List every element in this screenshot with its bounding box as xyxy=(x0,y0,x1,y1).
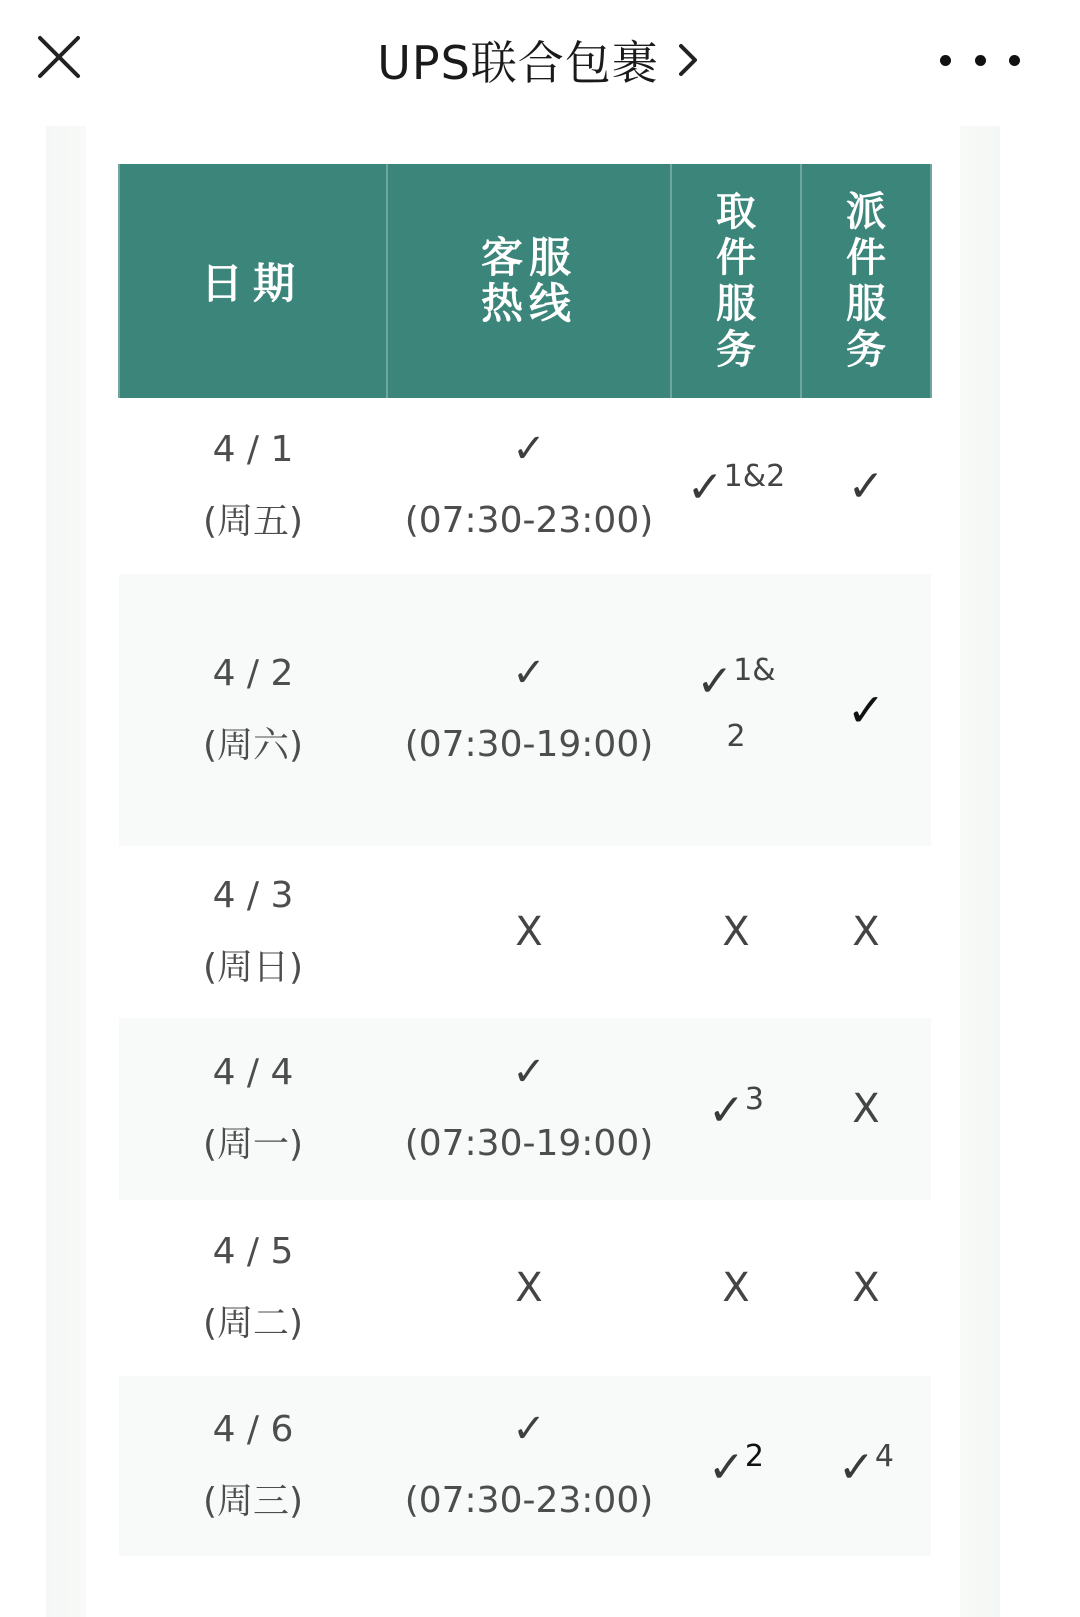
more-options-button[interactable] xyxy=(940,40,1020,80)
article-content xyxy=(0,126,1080,1617)
hotline-cell xyxy=(387,574,671,846)
check-icon: ✓ xyxy=(838,1442,875,1493)
date-cell xyxy=(119,846,387,1018)
hotline-cell xyxy=(387,1200,671,1376)
table-row xyxy=(119,574,931,846)
check-icon: ✓ xyxy=(846,683,886,737)
weekday-text: (周二) xyxy=(202,1303,304,1344)
delivery-cell xyxy=(801,1018,931,1200)
date-cell xyxy=(119,398,387,574)
x-icon: X xyxy=(852,909,880,955)
table-row xyxy=(119,1018,931,1200)
delivery-cell xyxy=(801,1200,931,1376)
weekday-text: (周日) xyxy=(202,947,304,988)
pickup-cell xyxy=(671,1200,801,1376)
pickup-cell xyxy=(671,398,801,574)
x-icon: X xyxy=(722,909,750,955)
date-text: 4 / 4 xyxy=(212,1052,294,1093)
pickup-cell xyxy=(671,574,801,846)
footnote-ref: 4 xyxy=(874,1439,894,1474)
table-row xyxy=(119,1376,931,1556)
pickup-cell xyxy=(671,1376,801,1556)
check-icon: ✓ xyxy=(708,1085,745,1136)
pickup-cell xyxy=(671,846,801,1018)
chevron-right-icon xyxy=(673,40,703,80)
check-icon: ✓ xyxy=(696,656,734,707)
column-header-hotline: 客服热线 xyxy=(387,164,671,398)
check-icon: ✓ xyxy=(847,460,885,512)
delivery-cell xyxy=(801,1376,931,1556)
x-icon: X xyxy=(722,1265,750,1311)
pickup-cell xyxy=(671,1018,801,1200)
hotline-hours: (07:30-23:00) xyxy=(404,1480,654,1521)
column-header-pickup: 取件服务 xyxy=(671,164,801,398)
table-row xyxy=(119,398,931,574)
hotline-hours: (07:30-19:00) xyxy=(404,1123,654,1164)
footnote-ref: 1& xyxy=(733,653,776,688)
weekday-text: (周一) xyxy=(202,1124,304,1165)
weekday-text: (周六) xyxy=(202,725,304,766)
date-text: 4 / 2 xyxy=(212,653,294,694)
top-navigation-bar xyxy=(0,0,1080,120)
x-icon: X xyxy=(515,1265,543,1311)
column-header-delivery: 派件服务 xyxy=(801,164,931,398)
right-shade xyxy=(960,126,1000,1617)
date-cell xyxy=(119,1376,387,1556)
x-icon: X xyxy=(852,1086,880,1132)
hotline-cell xyxy=(387,1376,671,1556)
check-icon: ✓ xyxy=(512,1406,546,1452)
table-row xyxy=(119,846,931,1018)
hotline-cell xyxy=(387,1018,671,1200)
date-cell xyxy=(119,1018,387,1200)
hotline-cell xyxy=(387,398,671,574)
footnote-ref: 3 xyxy=(744,1082,764,1117)
x-icon: X xyxy=(852,1265,880,1311)
date-text: 4 / 3 xyxy=(212,875,294,916)
date-text: 4 / 5 xyxy=(212,1231,294,1272)
table-row xyxy=(119,1200,931,1376)
more-horizontal-icon xyxy=(940,55,951,66)
hotline-cell xyxy=(387,846,671,1018)
hotline-hours: (07:30-23:00) xyxy=(404,500,654,541)
delivery-cell xyxy=(801,398,931,574)
footnote-ref: 2 xyxy=(744,1439,764,1474)
footnote-ref: 2 xyxy=(726,719,746,754)
check-icon: ✓ xyxy=(708,1442,745,1493)
service-schedule-table xyxy=(118,164,932,1556)
table-header-row xyxy=(119,164,931,398)
page-title-link[interactable] xyxy=(0,28,1080,92)
column-header-date: 日期 xyxy=(119,164,387,398)
check-icon: ✓ xyxy=(686,462,724,513)
page-title: UPS联合包裹 xyxy=(377,36,659,90)
delivery-cell xyxy=(801,846,931,1018)
weekday-text: (周三) xyxy=(202,1481,304,1522)
hotline-hours: (07:30-19:00) xyxy=(404,724,654,765)
more-horizontal-icon xyxy=(975,55,986,66)
date-text: 4 / 1 xyxy=(212,429,294,470)
left-shade xyxy=(46,126,86,1617)
more-horizontal-icon xyxy=(1009,55,1020,66)
date-text: 4 / 6 xyxy=(212,1409,294,1450)
delivery-cell xyxy=(801,574,931,846)
date-cell xyxy=(119,1200,387,1376)
check-icon: ✓ xyxy=(512,650,546,696)
weekday-text: (周五) xyxy=(202,501,304,542)
check-icon: ✓ xyxy=(512,1049,546,1095)
check-icon: ✓ xyxy=(512,426,546,472)
footnote-ref: 1&2 xyxy=(723,459,786,494)
x-icon: X xyxy=(515,909,543,955)
date-cell xyxy=(119,574,387,846)
